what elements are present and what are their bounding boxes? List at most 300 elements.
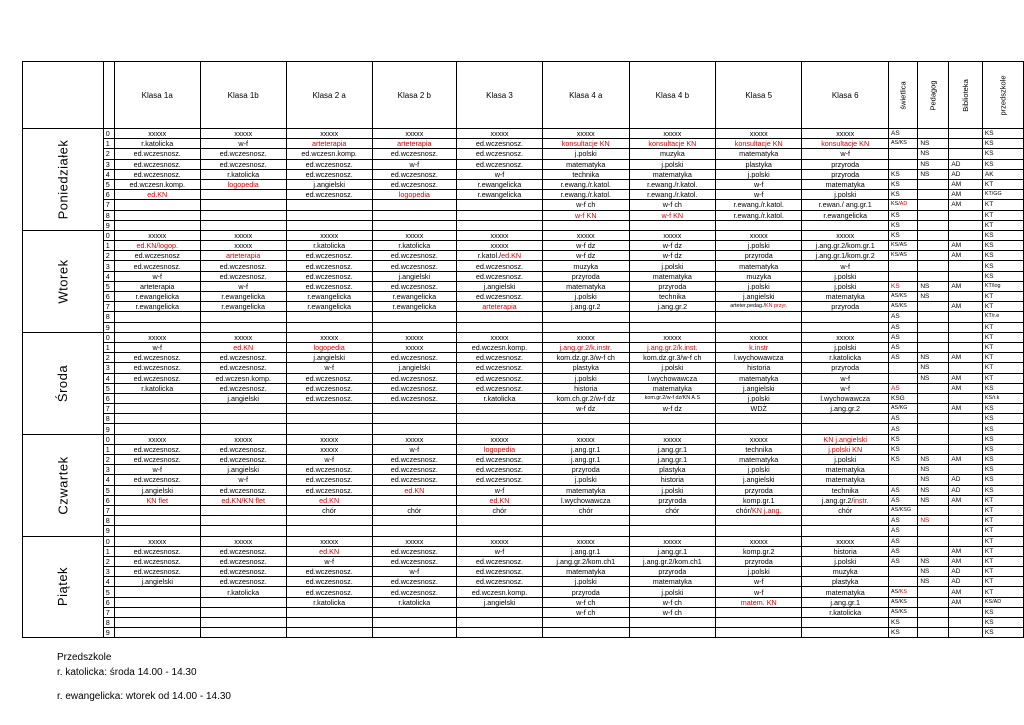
lesson-cell: w-f — [114, 342, 200, 352]
staff-cell: AS — [889, 322, 918, 332]
staff-cell — [918, 179, 949, 189]
staff-cell — [918, 312, 949, 322]
lesson-cell: j.polski — [802, 281, 889, 291]
staff-cell: NS — [918, 485, 949, 495]
staff-cell — [918, 393, 949, 403]
lesson-cell: muzyka — [542, 261, 629, 271]
lesson-cell: ed.wczesnosz. — [114, 546, 200, 556]
staff-cell: AS — [889, 526, 918, 536]
lesson-cell: ed.KN — [114, 190, 200, 200]
lesson-cell: xxxxx — [802, 230, 889, 240]
lesson-cell — [372, 607, 456, 617]
staff-cell: NS — [918, 556, 949, 566]
lesson-cell: ed.wczesnosz. — [200, 383, 286, 393]
lesson-cell — [629, 312, 716, 322]
table-row — [23, 149, 1024, 159]
lesson-cell — [286, 618, 372, 628]
lesson-cell: j.polski — [542, 149, 629, 159]
table-row — [23, 577, 1024, 587]
staff-cell: NS — [918, 495, 949, 505]
lesson-cell — [802, 628, 889, 638]
lesson-cell: ed.KN — [286, 495, 372, 505]
lesson-cell: ed.wczesnosz. — [200, 271, 286, 281]
lesson-cell: przyroda — [542, 587, 629, 597]
staff-cell — [949, 129, 983, 139]
lesson-cell: przyroda — [716, 251, 802, 261]
lesson-cell — [629, 516, 716, 526]
lesson-cell: r.katolicka — [372, 597, 456, 607]
lesson-cell — [372, 526, 456, 536]
staff-cell: AM — [949, 353, 983, 363]
lesson-cell — [629, 322, 716, 332]
lesson-cell: historia — [542, 383, 629, 393]
staff-cell — [949, 414, 983, 424]
table-row — [23, 587, 1024, 597]
staff-cell: KS/AD — [982, 597, 1023, 607]
lesson-cell: przyroda — [802, 302, 889, 312]
staff-cell: AS/KG — [889, 404, 918, 414]
extra-header-pedagog: Pedagog — [918, 62, 949, 129]
lesson-cell: przyroda — [802, 363, 889, 373]
lesson-cell: KN j.angielski — [802, 434, 889, 444]
lesson-cell: ed.wczesnosz. — [372, 251, 456, 261]
hour-number: 8 — [103, 618, 114, 628]
hour-number: 6 — [103, 597, 114, 607]
lesson-cell: ed.wczesnosz. — [114, 169, 200, 179]
staff-cell — [889, 261, 918, 271]
table-row — [23, 292, 1024, 302]
lesson-cell — [629, 220, 716, 230]
lesson-cell: r.katolicka — [114, 383, 200, 393]
lesson-cell: r.katolicka — [802, 353, 889, 363]
hour-number: 8 — [103, 210, 114, 220]
staff-cell: KSG — [889, 393, 918, 403]
staff-cell — [918, 536, 949, 546]
lesson-cell — [200, 526, 286, 536]
lesson-cell: j.polski — [802, 556, 889, 566]
staff-cell — [949, 292, 983, 302]
lesson-cell — [802, 526, 889, 536]
lesson-cell: ed.wczesnosz. — [457, 475, 543, 485]
table-row — [23, 373, 1024, 383]
notes-line: r. ewangelicka: wtorek od 14.00 - 14.30 — [57, 691, 231, 702]
class-header: Klasa 6 — [802, 62, 889, 129]
lesson-cell: matem. KN — [716, 597, 802, 607]
lesson-cell: j.polski — [802, 342, 889, 352]
lesson-cell: historia — [629, 475, 716, 485]
staff-cell: NS — [918, 455, 949, 465]
lesson-cell — [114, 424, 200, 434]
table-row — [23, 241, 1024, 251]
staff-cell: AS — [889, 546, 918, 556]
header-row — [23, 62, 1024, 129]
lesson-cell: ed.wczesnosz. — [457, 353, 543, 363]
lesson-cell — [114, 220, 200, 230]
lesson-cell: xxxxx — [542, 434, 629, 444]
lesson-cell — [457, 220, 543, 230]
lesson-cell: r.ewang./r.katol. — [716, 200, 802, 210]
staff-cell — [918, 332, 949, 342]
lesson-cell: j.polski — [542, 577, 629, 587]
lesson-cell: muzyka — [716, 271, 802, 281]
lesson-cell: matematyka — [802, 179, 889, 189]
staff-cell: KS — [982, 455, 1023, 465]
lesson-cell: r.katolicka — [457, 393, 543, 403]
staff-cell: KS — [889, 434, 918, 444]
staff-cell: AD — [949, 485, 983, 495]
staff-cell — [889, 271, 918, 281]
table-row — [23, 536, 1024, 546]
lesson-cell: matematyka — [802, 465, 889, 475]
staff-cell — [918, 129, 949, 139]
staff-cell: AS — [889, 424, 918, 434]
lesson-cell — [457, 628, 543, 638]
staff-cell: KS — [982, 434, 1023, 444]
lesson-cell: ed.KN — [200, 342, 286, 352]
hour-number: 8 — [103, 516, 114, 526]
lesson-cell: j.angielski — [457, 281, 543, 291]
hour-number: 3 — [103, 567, 114, 577]
lesson-cell: przyroda — [542, 465, 629, 475]
lesson-cell: ed.wczesnosz. — [200, 159, 286, 169]
lesson-cell: w-f — [802, 149, 889, 159]
staff-cell — [949, 536, 983, 546]
staff-cell: KS — [889, 179, 918, 189]
staff-cell: NS — [918, 475, 949, 485]
lesson-cell: chór — [542, 505, 629, 515]
staff-cell: KS — [889, 628, 918, 638]
lesson-cell — [286, 526, 372, 536]
lesson-cell: ed.KN — [372, 485, 456, 495]
lesson-cell — [200, 404, 286, 414]
lesson-cell: ed.wczesnosz. — [200, 577, 286, 587]
lesson-cell: w-f dz — [629, 241, 716, 251]
hour-number: 3 — [103, 363, 114, 373]
staff-cell: AM — [949, 404, 983, 414]
timetable-body — [23, 129, 1024, 638]
lesson-cell: plastyka — [802, 577, 889, 587]
class-header: Klasa 4 b — [629, 62, 716, 129]
staff-cell: AM — [949, 241, 983, 251]
lesson-cell: xxxxx — [286, 332, 372, 342]
lesson-cell — [802, 312, 889, 322]
lesson-cell — [457, 424, 543, 434]
lesson-cell: matematyka — [629, 577, 716, 587]
staff-cell: KS — [982, 485, 1023, 495]
lesson-cell: ed.wczesnosz. — [372, 281, 456, 291]
lesson-cell: KN flet — [114, 495, 200, 505]
lesson-cell: ed.wczesnosz. — [372, 556, 456, 566]
table-row — [23, 393, 1024, 403]
lesson-cell — [286, 322, 372, 332]
lesson-cell — [200, 618, 286, 628]
table-row — [23, 159, 1024, 169]
lesson-cell: xxxxx — [802, 129, 889, 139]
lesson-cell: ed.wczesnosz. — [457, 363, 543, 373]
staff-cell: KS — [982, 444, 1023, 454]
lesson-cell: w-f dz — [629, 251, 716, 261]
staff-cell: KS — [982, 261, 1023, 271]
staff-cell — [889, 567, 918, 577]
lesson-cell — [372, 220, 456, 230]
lesson-cell — [372, 322, 456, 332]
lesson-cell — [200, 597, 286, 607]
table-row — [23, 475, 1024, 485]
staff-cell — [949, 261, 983, 271]
lesson-cell: kom.dz.gr.3/w-f ch — [542, 353, 629, 363]
lesson-cell — [716, 312, 802, 322]
table-row — [23, 607, 1024, 617]
lesson-cell: j.ang.gr.1 — [542, 455, 629, 465]
lesson-cell: ed.wczesnosz. — [286, 383, 372, 393]
lesson-cell: j.polski — [629, 159, 716, 169]
staff-cell: KS — [889, 230, 918, 240]
table-row — [23, 363, 1024, 373]
lesson-cell — [286, 516, 372, 526]
hour-number: 0 — [103, 536, 114, 546]
lesson-cell: r.ewangelicka — [457, 179, 543, 189]
lesson-cell: matematyka — [716, 261, 802, 271]
staff-cell — [949, 607, 983, 617]
lesson-cell: ed.wczesnosz. — [286, 393, 372, 403]
lesson-cell: xxxxx — [629, 230, 716, 240]
staff-cell: KS — [889, 169, 918, 179]
staff-cell — [949, 342, 983, 352]
day-name: Środa — [55, 364, 71, 402]
hour-number: 5 — [103, 485, 114, 495]
lesson-cell — [200, 516, 286, 526]
lesson-cell — [542, 312, 629, 322]
hour-number: 6 — [103, 292, 114, 302]
lesson-cell: w-f dz — [542, 251, 629, 261]
staff-cell: KS/AS — [889, 241, 918, 251]
lesson-cell — [629, 618, 716, 628]
lesson-cell: r.ewang./r.katol. — [542, 190, 629, 200]
lesson-cell: przyroda — [802, 159, 889, 169]
hour-number: 5 — [103, 281, 114, 291]
staff-cell: KS — [889, 210, 918, 220]
staff-cell — [918, 210, 949, 220]
lesson-cell — [114, 312, 200, 322]
table-row — [23, 139, 1024, 149]
staff-cell: AM — [949, 597, 983, 607]
lesson-cell: j.angielski — [114, 577, 200, 587]
day-label — [23, 230, 104, 332]
lesson-cell: ed.wczesnosz. — [372, 546, 456, 556]
lesson-cell: ed.wczesnosz. — [286, 475, 372, 485]
day-label — [23, 129, 104, 231]
hour-number: 8 — [103, 414, 114, 424]
lesson-cell: matematyka — [629, 271, 716, 281]
staff-cell — [918, 628, 949, 638]
staff-cell — [949, 434, 983, 444]
lesson-cell: xxxxx — [114, 332, 200, 342]
lesson-cell: r.ewangelicka — [372, 302, 456, 312]
lesson-cell — [200, 424, 286, 434]
lesson-cell: w-f — [286, 455, 372, 465]
lesson-cell: logopedia — [200, 179, 286, 189]
lesson-cell — [457, 607, 543, 617]
lesson-cell — [542, 526, 629, 536]
lesson-cell: w-f — [802, 383, 889, 393]
staff-cell — [949, 505, 983, 515]
class-header: Klasa 2 b — [372, 62, 456, 129]
staff-cell: AS/KS — [889, 292, 918, 302]
lesson-cell — [716, 322, 802, 332]
lesson-cell: ed.wczesnosz. — [372, 149, 456, 159]
lesson-cell: ed.wczesnosz. — [372, 383, 456, 393]
lesson-cell: ed.wczesnosz. — [114, 353, 200, 363]
lesson-cell: j.ang.gr.2/kom.ch1 — [629, 556, 716, 566]
lesson-cell — [542, 618, 629, 628]
table-row — [23, 495, 1024, 505]
staff-cell — [918, 597, 949, 607]
lesson-cell: xxxxx — [372, 129, 456, 139]
lesson-cell: j.polski — [542, 475, 629, 485]
table-row — [23, 322, 1024, 332]
table-row — [23, 444, 1024, 454]
lesson-cell: ed.wczesnosz. — [286, 169, 372, 179]
hour-number: 1 — [103, 139, 114, 149]
table-row — [23, 190, 1024, 200]
lesson-cell — [542, 424, 629, 434]
lesson-cell: j.ang.gr.2/kom.gr.1 — [802, 241, 889, 251]
lesson-cell — [200, 628, 286, 638]
lesson-cell — [802, 322, 889, 332]
lesson-cell: konsultacje KN — [716, 139, 802, 149]
lesson-cell — [200, 190, 286, 200]
lesson-cell: r.ewang./r.katol. — [716, 210, 802, 220]
staff-cell: NS — [918, 281, 949, 291]
staff-cell: KT/log — [982, 281, 1023, 291]
staff-cell: KS — [889, 455, 918, 465]
staff-cell — [949, 628, 983, 638]
staff-cell: AD — [949, 567, 983, 577]
lesson-cell — [802, 220, 889, 230]
lesson-cell — [372, 404, 456, 414]
lesson-cell: ed.wczesnosz. — [200, 444, 286, 454]
staff-cell: KT — [982, 302, 1023, 312]
extra-header-biblioteka: Biblioteka — [949, 62, 983, 129]
staff-cell: AS — [889, 129, 918, 139]
lesson-cell — [114, 210, 200, 220]
lesson-cell — [286, 607, 372, 617]
lesson-cell — [372, 628, 456, 638]
staff-cell: AS/KS — [889, 302, 918, 312]
lesson-cell: r.katolicka — [802, 607, 889, 617]
hour-number: 4 — [103, 271, 114, 281]
hour-number: 1 — [103, 342, 114, 352]
lesson-cell: r.ewangelicka — [200, 302, 286, 312]
staff-cell: NS — [918, 567, 949, 577]
staff-cell: KS — [982, 465, 1023, 475]
lesson-cell: w-f — [372, 444, 456, 454]
table-row — [23, 455, 1024, 465]
staff-cell: KT/r.e — [982, 312, 1023, 322]
staff-cell — [918, 271, 949, 281]
lesson-cell: j.ang.gr.2/k.instr. — [542, 342, 629, 352]
lesson-cell: technika — [629, 292, 716, 302]
staff-cell: AM — [949, 302, 983, 312]
staff-cell: KS/AD — [889, 200, 918, 210]
extra-header-swietlica: świetlica — [889, 62, 918, 129]
lesson-cell — [542, 516, 629, 526]
table-row — [23, 434, 1024, 444]
lesson-cell: xxxxx — [629, 536, 716, 546]
table-row — [23, 342, 1024, 352]
lesson-cell: ed.wczesnosz. — [457, 383, 543, 393]
table-row — [23, 210, 1024, 220]
lesson-cell: chór — [457, 505, 543, 515]
staff-cell — [949, 393, 983, 403]
staff-cell: KS — [889, 190, 918, 200]
staff-cell: KT — [982, 567, 1023, 577]
staff-cell: AS — [889, 536, 918, 546]
staff-cell: KS — [982, 230, 1023, 240]
lesson-cell — [457, 618, 543, 628]
staff-cell: AS — [889, 516, 918, 526]
lesson-cell: ed.wczesnosz. — [457, 292, 543, 302]
lesson-cell: j.polski — [716, 169, 802, 179]
lesson-cell — [372, 414, 456, 424]
lesson-cell: ed.wczesnosz. — [286, 373, 372, 383]
lesson-cell: xxxxx — [629, 129, 716, 139]
lesson-cell — [200, 322, 286, 332]
table-row — [23, 516, 1024, 526]
staff-cell: NS — [918, 169, 949, 179]
lesson-cell: matematyka — [716, 373, 802, 383]
staff-cell — [889, 577, 918, 587]
lesson-cell: j.angielski — [114, 485, 200, 495]
table-row — [23, 179, 1024, 189]
lesson-cell — [114, 393, 200, 403]
staff-cell: AK — [982, 169, 1023, 179]
staff-cell: AD — [949, 169, 983, 179]
lesson-cell — [716, 628, 802, 638]
table-row — [23, 597, 1024, 607]
staff-cell: AS — [889, 414, 918, 424]
lesson-cell: ed.KN — [286, 546, 372, 556]
staff-cell: AM — [949, 495, 983, 505]
lesson-cell: ed.wczesnosz. — [457, 373, 543, 383]
hour-number: 0 — [103, 129, 114, 139]
lesson-cell: ed.wczesnosz. — [114, 556, 200, 566]
staff-cell: AM — [949, 455, 983, 465]
hour-number: 3 — [103, 465, 114, 475]
staff-cell — [918, 526, 949, 536]
lesson-cell — [629, 526, 716, 536]
lesson-cell: matematyka — [542, 281, 629, 291]
staff-cell: AM — [949, 200, 983, 210]
lesson-cell: ed.wczesnosz. — [372, 465, 456, 475]
staff-cell: KS — [982, 404, 1023, 414]
lesson-cell: j.polski — [542, 373, 629, 383]
lesson-cell: ed.wczesnosz. — [372, 393, 456, 403]
staff-cell: NS — [918, 373, 949, 383]
lesson-cell: r.ewangelicka — [200, 292, 286, 302]
lesson-cell: ed.wczesnosz. — [372, 353, 456, 363]
lesson-cell: ed.wczesnosz. — [457, 577, 543, 587]
staff-cell: KS — [889, 618, 918, 628]
staff-cell — [949, 149, 983, 159]
lesson-cell — [114, 404, 200, 414]
hour-number: 2 — [103, 556, 114, 566]
lesson-cell: xxxxx — [114, 230, 200, 240]
hour-number: 3 — [103, 159, 114, 169]
staff-cell: KS — [982, 414, 1023, 424]
lesson-cell: xxxxx — [716, 536, 802, 546]
staff-cell: KS — [889, 281, 918, 291]
